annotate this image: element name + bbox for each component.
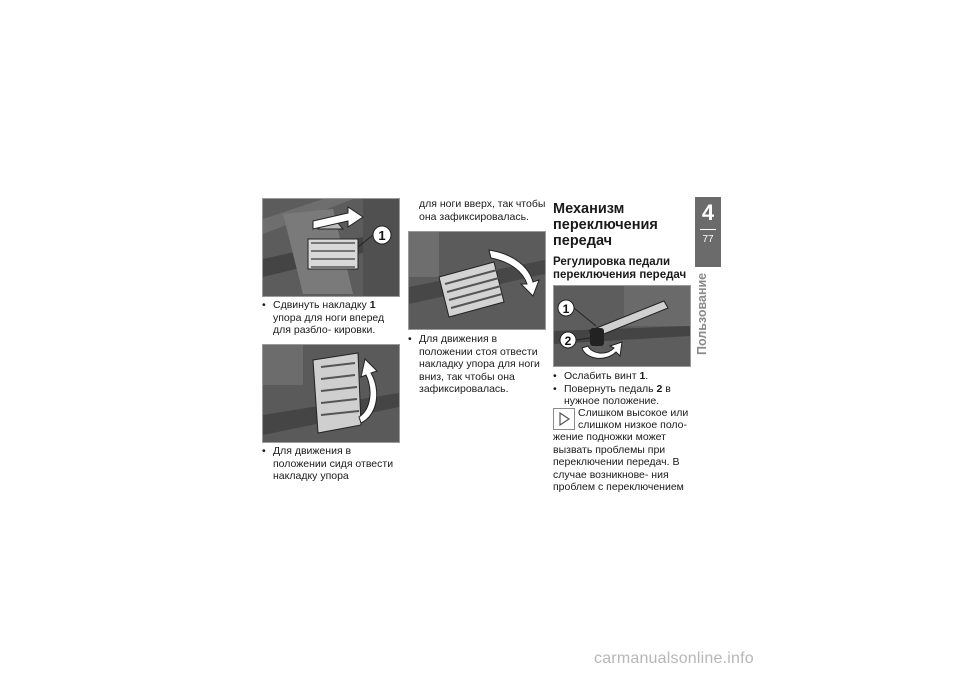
note-line1: Слишком высокое или [578, 407, 689, 419]
section-heading: Механизм переключения передач [553, 201, 658, 249]
subsection-heading: Регулировка педали переключения передач [553, 256, 687, 281]
watermark: carmanualsonline.info [594, 650, 754, 667]
figure-label-screw: 1 [562, 302, 570, 316]
col2-continuation: для ноги вверх, так чтобы она зафиксировалась. [419, 198, 546, 223]
footrest-sitting-illustration [263, 345, 399, 442]
footrest-standing-illustration [409, 232, 545, 329]
figure-footrest-forward [262, 198, 400, 297]
gear-pedal-illustration [554, 286, 690, 366]
chapter-divider [700, 229, 716, 230]
note-line2: слишком низкое поло- [578, 419, 688, 431]
col3-bullets: • Ослабить винт 1. • Повернуть педаль 2 в нужное положение. [553, 370, 693, 408]
note-rest: жение подножки может вызвать проблемы при переключении передач. В случае возникнове- ния проблем с переключением [553, 431, 684, 494]
page-number: 77 [702, 234, 714, 245]
triangle-play-icon [553, 408, 575, 430]
chapter-number: 4 [701, 200, 715, 225]
chapter-title: Пользование [695, 272, 709, 355]
figure-footrest-sitting [262, 344, 400, 443]
figure-gear-pedal [553, 285, 691, 367]
col1-bullet2: • Для движения в положении сидя отвести накладку упора [262, 445, 402, 483]
footrest-forward-illustration [263, 199, 399, 296]
col2-bullet1: • Для движения в положении стоя отвести накладку упора для ноги вниз, так чтобы она зафиксировалась. [408, 333, 548, 396]
figure-label-pedal: 2 [564, 334, 572, 348]
col1-bullet1: • Сдвинуть накладку 1 упора для ноги вперед для разбло- кировки. [262, 299, 402, 337]
figure-footrest-standing [408, 231, 546, 330]
figure-label-1: 1 [378, 228, 386, 243]
